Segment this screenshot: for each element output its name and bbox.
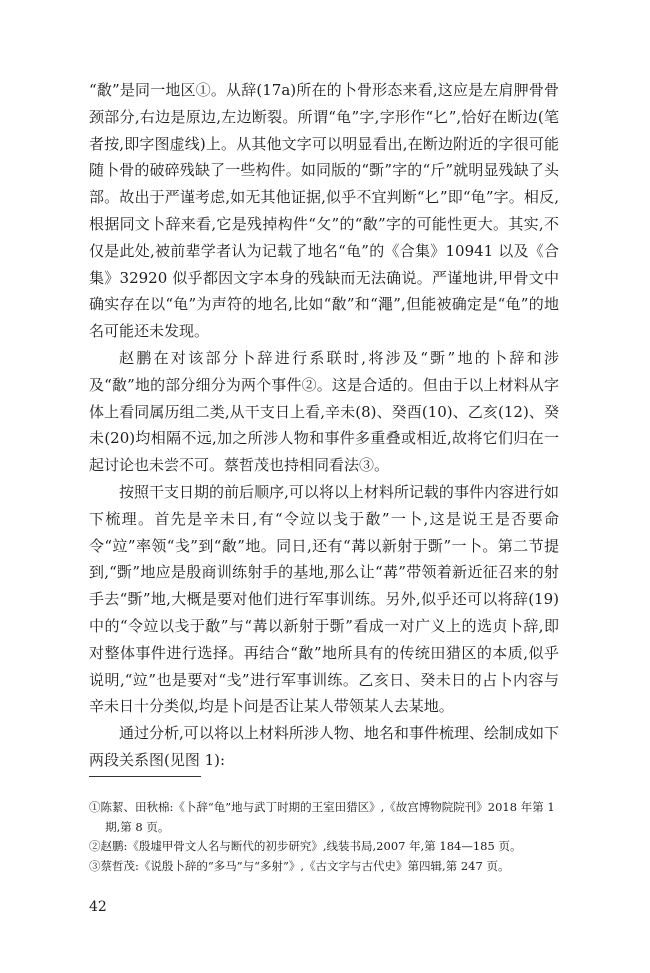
footnote-2: ②赵鹏:《殷墟甲骨文人名与断代的初步研究》,线装书局,2007 年,第 184—185 页。 [89, 839, 522, 853]
page-number: 42 [89, 899, 107, 915]
footnote-1: ①陈絜、田秋棉:《卜辞“龟”地与武丁时期的王室田猎区》,《故宫博物院院刊》2018 年第 1 期,第 8 页。 [89, 800, 555, 834]
footnotes [89, 798, 559, 876]
paragraph-3: 按照干支日期的前后顺序,可以将以上材料所记载的事件内容进行如下梳理。首先是辛未日,有“令竝以戋于敿”一卜,这是说王是否要命令“竝”率领“戋”到“敿”地。同日,还有“冓以新射于斲”一卜。第二节提到,“斲”地应是殷商训练射手的基地,那么让“冓”带领着新近征召来的射手去“斲”地,大概是要对他们进行军事训练。另外,似乎还可以将辞(19)中的“令竝以戋于敿”与“冓以新射于斲”看成一对广义上的选贞卜辞,即对整体事件进行选择。再结合“敿”地所具有的传统田猎区的本质,似乎说明,“竝”也是要对“戋”进行军事训练。乙亥日、癸未日的占卜内容与辛未日十分类似,均是卜问是否让某人带领某人去某地。 [89, 482, 559, 716]
footnote-3: ③蔡哲茂:《说殷卜辞的“多马”与“多射”》,《古文字与古代史》第四辑,第 247 页。 [89, 858, 510, 873]
paragraph-4: 通过分析,可以将以上材料所涉人物、地名和事件梳理、绘制成如下两段关系图(见图 1): [89, 724, 559, 769]
footnote-separator [89, 776, 201, 777]
main-text [89, 77, 559, 774]
paragraph-2: 赵鹏在对该部分卜辞进行系联时,将涉及“斲”地的卜辞和涉及“敿”地的部分细分为两个事件②。这是合适的。但由于以上材料从字体上看同属历组二类,从干支日上看,辛未(8)、癸酉(10)、乙亥(12)、癸未(20)均相隔不远,加之所涉人物和事件多重叠或相近,故将它们归在一起讨论也未尝不可。蔡哲茂也持相同看法③。 [89, 348, 559, 475]
paragraph-1: “敿”是同一地区①。从辞(17a)所在的卜骨形态来看,这应是左肩胛骨骨颈部分,右边是原边,左边断裂。所谓“龟”字,字形作“𠤎”,恰好在断边(笔者按,即字图虚线)上。从其他文字可以明显看出,在断边附近的字很可能随卜骨的破碎残缺了一些构件。如同版的“斲”字的“斤”就明显残缺了头部。故出于严谨考虑,如无其他证据,似乎不宜判断“𠤎”即“龟”字。相反,根据同文卜辞来看,它是残掉构件“攵”的“敿”字的可能性更大。其实,不仅是此处,被前辈学者认为记载了地名“龟”的《合集》10941 以及《合集》32920 似乎都因文字本身的残缺而无法确说。严谨地讲,甲骨文中确实存在以“龟”为声符的地名,比如“敿”和“澠”,但能被确定是“龟”的地名可能还未发现。 [89, 81, 559, 341]
